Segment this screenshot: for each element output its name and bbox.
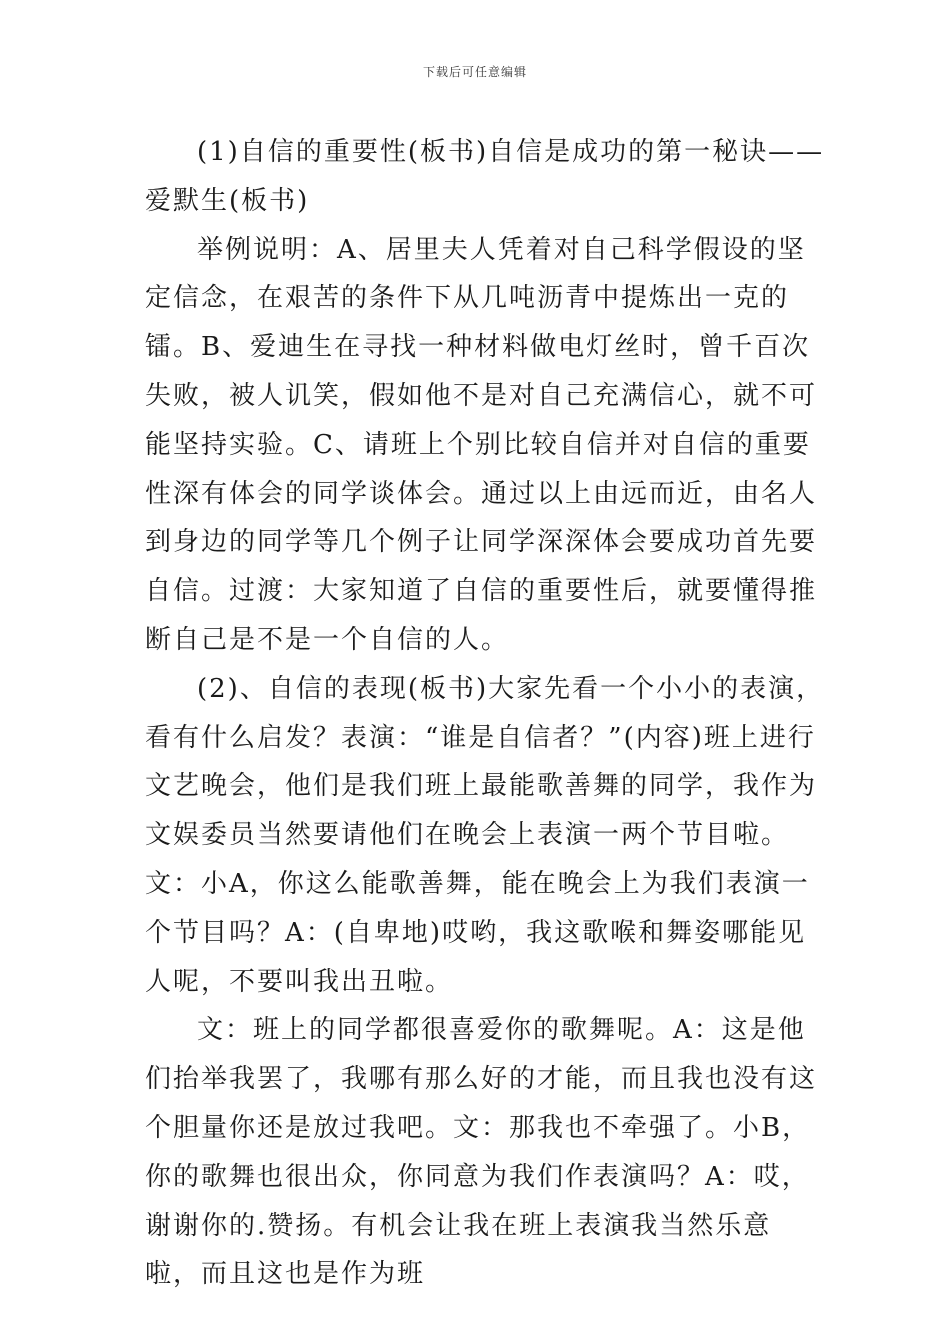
paragraph-3: (2)、自信的表现(板书)大家先看一个小小的表演，看有什么启发？表演：“谁是自信者？”(内容)班上进行文艺晚会，他们是我们班上最能歌善舞的同学，我作为文娱委员当然要请他们在晚会上表演一两个节目啦。文：小A，你这么能歌善舞，能在晚会上为我们表演一个节目吗？A：(自卑地)哎哟，我这歌喉和舞姿哪能见人呢，不要叫我出丑啦。 (145, 673, 825, 997)
document-body (145, 128, 825, 1299)
paragraph-2: 举例说明：A、居里夫人凭着对自己科学假设的坚定信念，在艰苦的条件下从几吨沥青中提炼出一克的镭。B、爱迪生在寻找一种材料做电灯丝时，曾千百次失败，被人讥笑，假如他不是对自己充满信心，就不可能坚持实验。C、请班上个别比较自信并对自信的重要性深有体会的同学谈体会。通过以上由远而近，由名人到身边的同学等几个例子让同学深深体会要成功首先要自信。过渡：大家知道了自信的重要性后，就要懂得推断自己是不是一个自信的人。 (145, 234, 818, 655)
paragraph-4: 文：班上的同学都很喜爱你的歌舞呢。A：这是他们抬举我罢了，我哪有那么好的才能，而且我也没有这个胆量你还是放过我吧。文：那我也不牵强了。小B，你的歌舞也很出众，你同意为我们作表演吗？A：哎，谢谢你的.赞扬。有机会让我在班上表演我当然乐意啦，而且这也是作为班 (145, 1015, 818, 1290)
paragraph-1: (1)自信的重要性(板书)自信是成功的第一秘诀——爱默生(板书) (145, 137, 825, 216)
header-note: 下载后可任意编辑 (422, 65, 527, 79)
